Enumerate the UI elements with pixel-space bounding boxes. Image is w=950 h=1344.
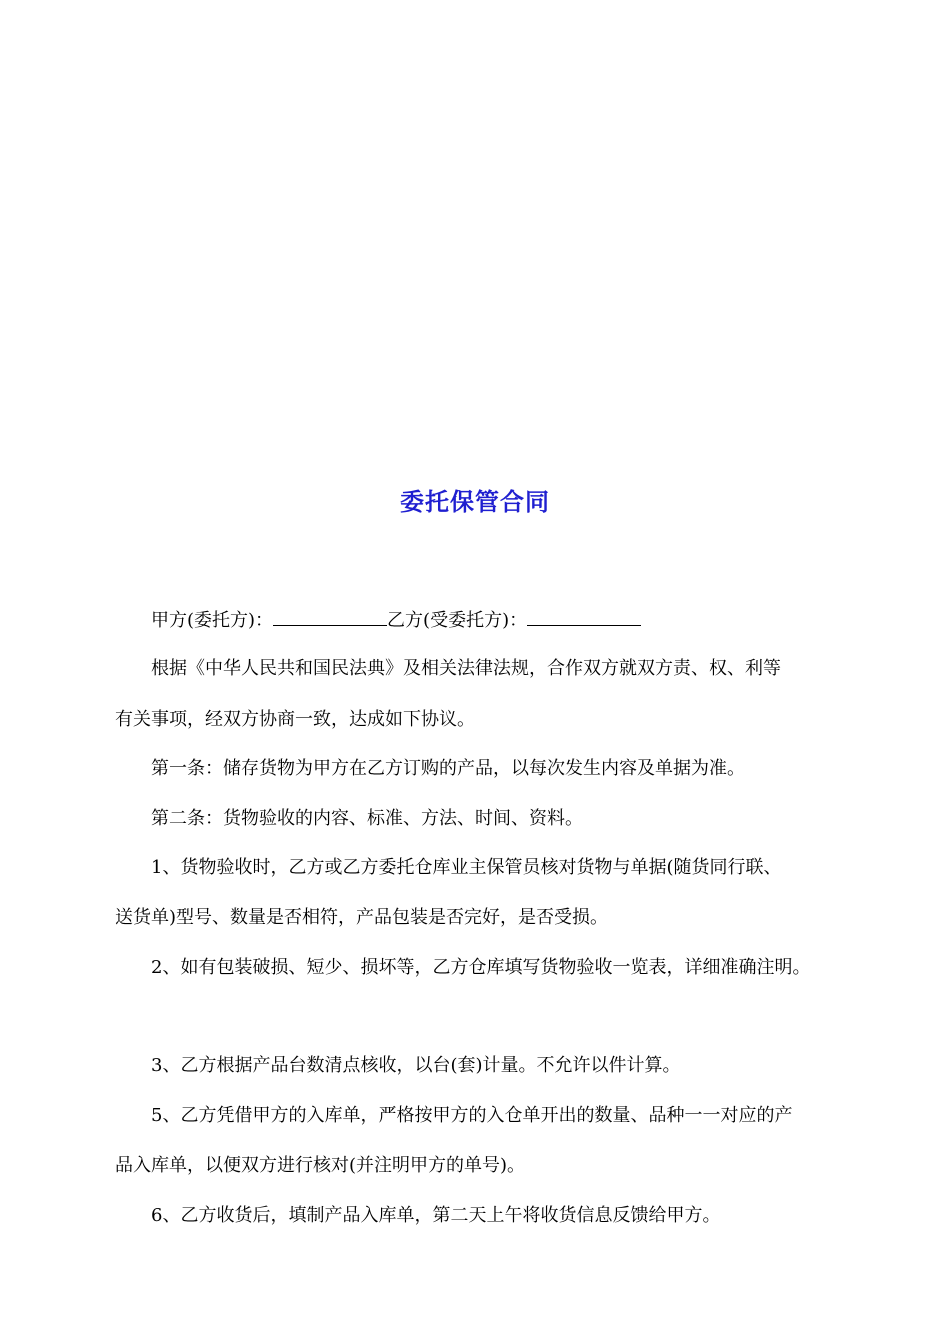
- party-b-blank[interactable]: [527, 607, 641, 626]
- paragraph-line: 第一条：储存货物为甲方在乙方订购的产品，以每次发生内容及单据为准。: [151, 758, 745, 779]
- party-a-blank[interactable]: [273, 607, 387, 626]
- parties-line: [151, 607, 891, 634]
- paragraph-line: 6、乙方收货后，填制产品入库单，第二天上午将收货信息反馈给甲方。: [151, 1205, 721, 1226]
- party-a-label: 甲方(委托方)：: [151, 610, 274, 631]
- paragraph-line: 第二条：货物验收的内容、标准、方法、时间、资料。: [151, 808, 583, 829]
- paragraph-line: 3、乙方根据产品台数清点核收，以台(套)计量。不允许以件计算。: [151, 1055, 681, 1076]
- paragraph-line: 根据《中华人民共和国民法典》及相关法律法规，合作双方就双方责、权、利等: [151, 658, 781, 679]
- party-b-label: 乙方(受委托方)：: [387, 610, 528, 631]
- paragraph-line: 5、乙方凭借甲方的入库单，严格按甲方的入仓单开出的数量、品种一一对应的产: [151, 1105, 793, 1126]
- document-title: 委托保管合同: [400, 487, 550, 516]
- paragraph-line: 有关事项，经双方协商一致，达成如下协议。: [115, 709, 475, 730]
- paragraph-line: 2、如有包装破损、短少、损坏等，乙方仓库填写货物验收一览表，详细准确注明。: [151, 957, 811, 978]
- paragraph-line: 1、货物验收时，乙方或乙方委托仓库业主保管员核对货物与单据(随货同行联、: [151, 857, 782, 878]
- paragraph-line: 送货单)型号、数量是否相符，产品包装是否完好，是否受损。: [115, 907, 609, 928]
- paragraph-line: 品入库单，以便双方进行核对(并注明甲方的单号)。: [115, 1155, 526, 1176]
